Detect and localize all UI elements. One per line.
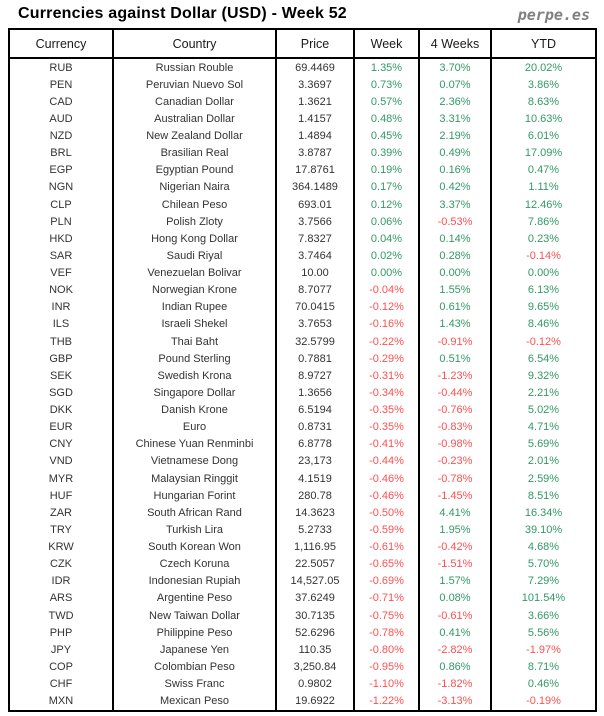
table-row (10, 350, 595, 367)
price-cell: 14.3623 (277, 504, 355, 521)
four-weeks-change-cell: -0.98% (420, 436, 492, 453)
price-cell: 70.0415 (277, 299, 355, 316)
country-cell: Turkish Lira (114, 521, 277, 538)
four-weeks-change-cell: 2.19% (420, 128, 492, 145)
table-row (10, 624, 595, 641)
table-row (10, 76, 595, 93)
currency-code-cell: GBP (10, 350, 114, 367)
week-change-cell: -0.75% (355, 607, 420, 624)
table-row (10, 641, 595, 658)
table-row (10, 59, 595, 76)
currency-code-cell: KRW (10, 539, 114, 556)
country-cell: Mexican Peso (114, 693, 277, 710)
currency-code-cell: ILS (10, 316, 114, 333)
price-cell: 364.1489 (277, 179, 355, 196)
currency-code-cell: SAR (10, 247, 114, 264)
country-cell: Egyptian Pound (114, 162, 277, 179)
price-cell: 1.4157 (277, 110, 355, 127)
country-cell: New Zealand Dollar (114, 128, 277, 145)
four-weeks-change-cell: -0.78% (420, 470, 492, 487)
week-change-cell: -0.78% (355, 624, 420, 641)
price-cell: 14,527.05 (277, 573, 355, 590)
price-cell: 1.4894 (277, 128, 355, 145)
price-cell: 3.7566 (277, 213, 355, 230)
price-cell: 1.3656 (277, 384, 355, 401)
country-cell: Indonesian Rupiah (114, 573, 277, 590)
four-weeks-change-cell: 1.57% (420, 573, 492, 590)
four-weeks-change-cell: 0.51% (420, 350, 492, 367)
four-weeks-change-cell: -2.82% (420, 641, 492, 658)
week-change-cell: 0.48% (355, 110, 420, 127)
week-change-cell: -0.29% (355, 350, 420, 367)
ytd-change-cell: 8.63% (527, 95, 560, 108)
four-weeks-change-cell: 0.16% (420, 162, 492, 179)
currency-code-cell: AUD (10, 110, 114, 127)
ytd-change-cell: 8.51% (527, 489, 560, 502)
country-cell: Norwegian Krone (114, 282, 277, 299)
four-weeks-change-cell: -1.45% (420, 487, 492, 504)
country-cell: Swiss Franc (114, 676, 277, 693)
week-change-cell: 0.12% (355, 196, 420, 213)
four-weeks-change-cell: 1.55% (420, 282, 492, 299)
table-row (10, 367, 595, 384)
country-cell: Indian Rupee (114, 299, 277, 316)
currency-code-cell: NZD (10, 128, 114, 145)
country-cell: Malaysian Ringgit (114, 470, 277, 487)
country-cell: Nigerian Naira (114, 179, 277, 196)
currency-code-cell: HUF (10, 487, 114, 504)
table-row (10, 333, 595, 350)
site-logo: perpe.es (517, 6, 590, 24)
country-cell: Danish Krone (114, 402, 277, 419)
four-weeks-change-cell: -0.42% (420, 539, 492, 556)
four-weeks-change-cell: 0.61% (420, 299, 492, 316)
four-weeks-change-cell: 3.31% (420, 110, 492, 127)
country-cell: Chilean Peso (114, 196, 277, 213)
week-change-cell: -1.10% (355, 676, 420, 693)
column-header-price: Price (277, 30, 355, 57)
currency-code-cell: BRL (10, 145, 114, 162)
ytd-change-cell: 20.02% (524, 61, 563, 74)
four-weeks-change-cell: 0.49% (420, 145, 492, 162)
country-cell: Euro (114, 419, 277, 436)
week-change-cell: 0.02% (355, 247, 420, 264)
ytd-change-cell: 5.02% (527, 404, 560, 417)
currency-code-cell: CLP (10, 196, 114, 213)
ytd-change-cell: 6.13% (527, 284, 560, 297)
country-cell: Colombian Peso (114, 658, 277, 675)
four-weeks-change-cell: 2.36% (420, 93, 492, 110)
country-cell: Peruvian Nuevo Sol (114, 76, 277, 93)
ytd-change-cell: 9.65% (527, 301, 560, 314)
price-cell: 8.9727 (277, 367, 355, 384)
currency-code-cell: SEK (10, 367, 114, 384)
week-change-cell: 0.17% (355, 179, 420, 196)
four-weeks-change-cell: -1.23% (420, 367, 492, 384)
four-weeks-change-cell: 0.41% (420, 624, 492, 641)
week-change-cell: -0.31% (355, 367, 420, 384)
ytd-change-cell: 8.71% (527, 660, 560, 673)
country-cell: Chinese Yuan Renminbi (114, 436, 277, 453)
ytd-change-cell: -0.12% (526, 335, 561, 348)
four-weeks-change-cell: -1.51% (420, 556, 492, 573)
currency-code-cell: VEF (10, 265, 114, 282)
currency-code-cell: JPY (10, 641, 114, 658)
table-row (10, 539, 595, 556)
price-cell: 22.5057 (277, 556, 355, 573)
week-change-cell: 1.35% (355, 59, 420, 76)
table-row (10, 128, 595, 145)
four-weeks-change-cell: 1.43% (420, 316, 492, 333)
country-cell: Hungarian Forint (114, 487, 277, 504)
four-weeks-change-cell: 1.95% (420, 521, 492, 538)
currency-code-cell: NGN (10, 179, 114, 196)
price-cell: 30.7135 (277, 607, 355, 624)
currency-code-cell: COP (10, 658, 114, 675)
currency-code-cell: ZAR (10, 504, 114, 521)
ytd-change-cell: 7.29% (527, 575, 560, 588)
table-row (10, 487, 595, 504)
table-row (10, 590, 595, 607)
table-row (10, 282, 595, 299)
ytd-change-cell: 16.34% (524, 506, 563, 519)
price-cell: 110.35 (277, 641, 355, 658)
currency-code-cell: VND (10, 453, 114, 470)
table-row (10, 607, 595, 624)
table-row (10, 521, 595, 538)
table-row (10, 162, 595, 179)
ytd-change-cell: 0.23% (527, 232, 560, 245)
ytd-change-cell: 2.59% (527, 472, 560, 485)
four-weeks-change-cell: -0.23% (420, 453, 492, 470)
ytd-change-cell: 2.01% (527, 455, 560, 468)
ytd-change-cell: 0.00% (527, 267, 560, 280)
country-cell: Czech Koruna (114, 556, 277, 573)
country-cell: Philippine Peso (114, 624, 277, 641)
currency-code-cell: NOK (10, 282, 114, 299)
currency-code-cell: PHP (10, 624, 114, 641)
country-cell: South Korean Won (114, 539, 277, 556)
country-cell: Hong Kong Dollar (114, 230, 277, 247)
currency-code-cell: SGD (10, 384, 114, 401)
table-header-row (10, 30, 595, 59)
ytd-change-cell: 9.32% (527, 369, 560, 382)
country-cell: Venezuelan Bolivar (114, 265, 277, 282)
currency-code-cell: EUR (10, 419, 114, 436)
column-header-currency: Currency (10, 30, 114, 57)
country-cell: Singapore Dollar (114, 384, 277, 401)
four-weeks-change-cell: 0.28% (420, 247, 492, 264)
currency-code-cell: CNY (10, 436, 114, 453)
currency-code-cell: PEN (10, 76, 114, 93)
ytd-change-cell: 6.01% (527, 130, 560, 143)
week-change-cell: -0.69% (355, 573, 420, 590)
table-row (10, 316, 595, 333)
table-body (10, 59, 595, 710)
table-row (10, 504, 595, 521)
table-row (10, 402, 595, 419)
table-row (10, 196, 595, 213)
currency-code-cell: HKD (10, 230, 114, 247)
price-cell: 6.5194 (277, 402, 355, 419)
currency-code-cell: CAD (10, 93, 114, 110)
country-cell: Australian Dollar (114, 110, 277, 127)
four-weeks-change-cell: 4.41% (420, 504, 492, 521)
week-change-cell: 0.06% (355, 213, 420, 230)
currency-code-cell: EGP (10, 162, 114, 179)
ytd-change-cell: 5.69% (527, 438, 560, 451)
week-change-cell: -0.50% (355, 504, 420, 521)
week-change-cell: -0.61% (355, 539, 420, 556)
table-row (10, 230, 595, 247)
column-header-ytd: YTD (531, 36, 556, 51)
price-cell: 69.4469 (277, 59, 355, 76)
week-change-cell: 0.04% (355, 230, 420, 247)
table-row (10, 470, 595, 487)
country-cell: Argentine Peso (114, 590, 277, 607)
week-change-cell: -0.35% (355, 419, 420, 436)
price-cell: 693.01 (277, 196, 355, 213)
four-weeks-change-cell: 0.14% (420, 230, 492, 247)
page-title: Currencies against Dollar (USD) - Week 52 (18, 5, 347, 22)
ytd-change-cell: 8.46% (527, 318, 560, 331)
four-weeks-change-cell: 3.70% (420, 59, 492, 76)
country-cell: Polish Zloty (114, 213, 277, 230)
country-cell: Saudi Riyal (114, 247, 277, 264)
price-cell: 37.6249 (277, 590, 355, 607)
week-change-cell: -0.95% (355, 658, 420, 675)
week-change-cell: -0.65% (355, 556, 420, 573)
country-cell: Vietnamese Dong (114, 453, 277, 470)
week-change-cell: -0.59% (355, 521, 420, 538)
table-row (10, 556, 595, 573)
price-cell: 10.00 (277, 265, 355, 282)
currency-code-cell: MXN (10, 693, 114, 710)
column-header-week: Week (355, 30, 420, 57)
column-header-country: Country (114, 30, 277, 57)
country-cell: Japanese Yen (114, 641, 277, 658)
table-row (10, 265, 595, 282)
week-change-cell: 0.00% (355, 265, 420, 282)
ytd-change-cell: 3.66% (527, 609, 560, 622)
table-row (10, 93, 595, 110)
country-cell: Thai Baht (114, 333, 277, 350)
price-cell: 3.3697 (277, 76, 355, 93)
price-cell: 4.1519 (277, 470, 355, 487)
ytd-change-cell: -1.97% (526, 643, 561, 656)
week-change-cell: -0.80% (355, 641, 420, 658)
country-cell: Canadian Dollar (114, 93, 277, 110)
ytd-change-cell: 4.71% (527, 421, 560, 434)
price-cell: 19.6922 (277, 693, 355, 710)
ytd-change-cell: 17.09% (524, 147, 563, 160)
four-weeks-change-cell: 0.07% (420, 76, 492, 93)
ytd-change-cell: 5.56% (527, 626, 560, 639)
ytd-change-cell: 12.46% (524, 198, 563, 211)
week-change-cell: -0.71% (355, 590, 420, 607)
currency-code-cell: ARS (10, 590, 114, 607)
table-row (10, 213, 595, 230)
ytd-change-cell: -0.19% (526, 695, 561, 708)
country-cell: Israeli Shekel (114, 316, 277, 333)
country-cell: Russian Rouble (114, 59, 277, 76)
price-cell: 0.9802 (277, 676, 355, 693)
week-change-cell: 0.57% (355, 93, 420, 110)
week-change-cell: 0.45% (355, 128, 420, 145)
four-weeks-change-cell: -0.53% (420, 213, 492, 230)
price-cell: 0.8731 (277, 419, 355, 436)
price-cell: 3.8787 (277, 145, 355, 162)
currency-code-cell: MYR (10, 470, 114, 487)
country-cell: South African Rand (114, 504, 277, 521)
ytd-change-cell: 0.47% (527, 164, 560, 177)
ytd-change-cell: 39.10% (524, 523, 563, 536)
table-row (10, 179, 595, 196)
table-row (10, 658, 595, 675)
four-weeks-change-cell: -0.61% (420, 607, 492, 624)
currency-table (8, 28, 597, 712)
ytd-change-cell: 6.54% (527, 352, 560, 365)
four-weeks-change-cell: 0.08% (420, 590, 492, 607)
four-weeks-change-cell: 0.42% (420, 179, 492, 196)
price-cell: 1,116.95 (277, 539, 355, 556)
price-cell: 3,250.84 (277, 658, 355, 675)
currency-code-cell: PLN (10, 213, 114, 230)
currency-code-cell: CHF (10, 676, 114, 693)
table-row (10, 299, 595, 316)
currency-code-cell: TWD (10, 607, 114, 624)
four-weeks-change-cell: -0.83% (420, 419, 492, 436)
price-cell: 5.2733 (277, 521, 355, 538)
price-cell: 52.6296 (277, 624, 355, 641)
price-cell: 3.7653 (277, 316, 355, 333)
price-cell: 17.8761 (277, 162, 355, 179)
table-row (10, 145, 595, 162)
ytd-change-cell: 2.21% (527, 386, 560, 399)
ytd-change-cell: -0.14% (526, 249, 561, 262)
price-cell: 1.3621 (277, 93, 355, 110)
week-change-cell: 0.19% (355, 162, 420, 179)
table-row (10, 110, 595, 127)
ytd-change-cell: 1.11% (528, 181, 559, 194)
table-row (10, 573, 595, 590)
ytd-change-cell: 10.63% (524, 112, 563, 125)
price-cell: 7.8327 (277, 230, 355, 247)
four-weeks-change-cell: 0.86% (420, 658, 492, 675)
country-cell: Pound Sterling (114, 350, 277, 367)
country-cell: Brasilian Real (114, 145, 277, 162)
week-change-cell: -0.22% (355, 333, 420, 350)
table-row (10, 693, 595, 710)
table-row (10, 384, 595, 401)
currency-code-cell: CZK (10, 556, 114, 573)
four-weeks-change-cell: -0.44% (420, 384, 492, 401)
four-weeks-change-cell: -3.13% (420, 693, 492, 710)
country-cell: Swedish Krona (114, 367, 277, 384)
currency-code-cell: DKK (10, 402, 114, 419)
week-change-cell: -0.46% (355, 487, 420, 504)
currency-code-cell: INR (10, 299, 114, 316)
four-weeks-change-cell: -0.91% (420, 333, 492, 350)
table-row (10, 453, 595, 470)
price-cell: 6.8778 (277, 436, 355, 453)
ytd-change-cell: 7.86% (527, 215, 560, 228)
week-change-cell: -0.44% (355, 453, 420, 470)
ytd-change-cell: 101.54% (521, 592, 566, 605)
ytd-change-cell: 4.68% (527, 541, 560, 554)
four-weeks-change-cell: 3.37% (420, 196, 492, 213)
table-row (10, 676, 595, 693)
week-change-cell: 0.73% (355, 76, 420, 93)
week-change-cell: -0.35% (355, 402, 420, 419)
price-cell: 280.78 (277, 487, 355, 504)
four-weeks-change-cell: -0.76% (420, 402, 492, 419)
column-header-4weeks: 4 Weeks (420, 30, 492, 57)
week-change-cell: -0.34% (355, 384, 420, 401)
four-weeks-change-cell: -1.82% (420, 676, 492, 693)
price-cell: 0.7881 (277, 350, 355, 367)
price-cell: 8.7077 (277, 282, 355, 299)
country-cell: New Taiwan Dollar (114, 607, 277, 624)
price-cell: 32.5799 (277, 333, 355, 350)
week-change-cell: -0.12% (355, 299, 420, 316)
table-row (10, 436, 595, 453)
week-change-cell: -0.16% (355, 316, 420, 333)
currency-code-cell: THB (10, 333, 114, 350)
four-weeks-change-cell: 0.00% (420, 265, 492, 282)
currency-code-cell: TRY (10, 521, 114, 538)
ytd-change-cell: 3.86% (527, 78, 560, 91)
week-change-cell: -1.22% (355, 693, 420, 710)
currency-code-cell: IDR (10, 573, 114, 590)
table-row (10, 247, 595, 264)
price-cell: 3.7464 (277, 247, 355, 264)
currency-code-cell: RUB (10, 59, 114, 76)
price-cell: 23,173 (277, 453, 355, 470)
week-change-cell: -0.04% (355, 282, 420, 299)
week-change-cell: 0.39% (355, 145, 420, 162)
ytd-change-cell: 0.46% (527, 678, 560, 691)
week-change-cell: -0.46% (355, 470, 420, 487)
ytd-change-cell: 5.70% (527, 558, 560, 571)
table-row (10, 419, 595, 436)
week-change-cell: -0.41% (355, 436, 420, 453)
